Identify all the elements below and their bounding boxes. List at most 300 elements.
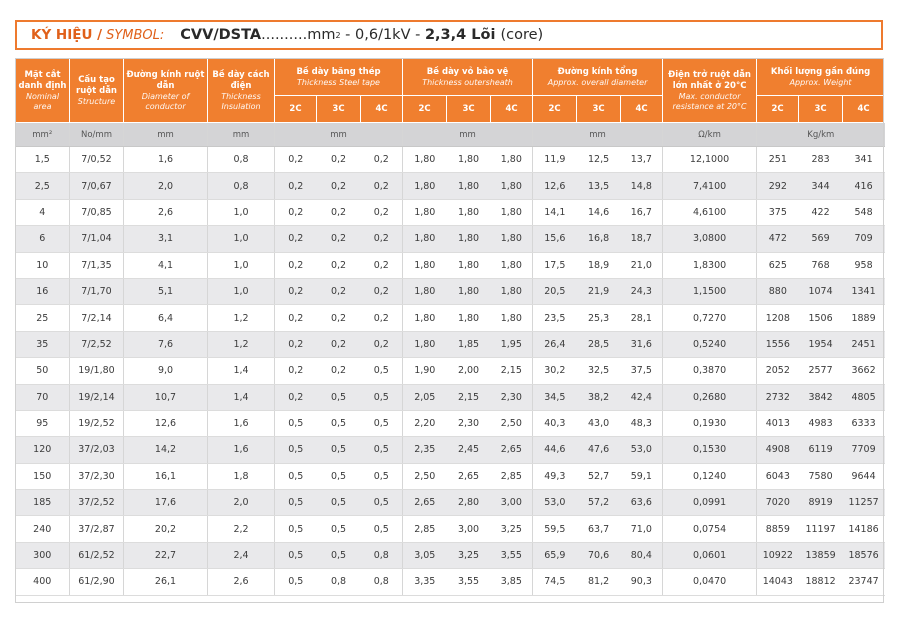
table-cell: 0,2 (317, 278, 361, 304)
table-row (16, 410, 885, 436)
table-cell: 0,0991 (663, 490, 757, 516)
header-resistance-vi: Điện trở ruột dẫn lớn nhất ở 20°C (668, 69, 751, 91)
header-structure-en: Structure (77, 96, 116, 106)
table-cell: 44,6 (533, 437, 577, 463)
table-cell: 2,0 (208, 490, 275, 516)
title-voltage: - 0,6/1kV - (340, 27, 425, 43)
table-cell: 19/2,14 (70, 384, 124, 410)
unit-weight: Kg/km (757, 123, 885, 147)
table-cell: 1,1500 (663, 278, 757, 304)
sub-steel-2c: 2C (275, 96, 317, 123)
table-cell: 1,80 (403, 199, 447, 225)
table-cell: 0,5 (275, 569, 317, 595)
table-cell: 6333 (843, 410, 885, 436)
table-cell: 21,9 (577, 278, 621, 304)
title-unit: mm (307, 27, 336, 43)
table-cell: 958 (843, 252, 885, 278)
table-cell: 13,5 (577, 173, 621, 199)
table-cell: 4805 (843, 384, 885, 410)
unit-structure: No/mm (70, 123, 124, 147)
table-cell: 53,0 (621, 437, 663, 463)
table-cell: 15,6 (533, 226, 577, 252)
table-cell: 95 (16, 410, 70, 436)
table-cell: 12,5 (577, 147, 621, 173)
header-overall-vi: Đường kính tổng (557, 66, 638, 77)
table-cell: 1,80 (447, 226, 491, 252)
table-cell: 1889 (843, 305, 885, 331)
table-cell: 63,7 (577, 516, 621, 542)
table-cell: 16 (16, 278, 70, 304)
table-cell: 0,2 (275, 173, 317, 199)
table-cell: 2,2 (208, 516, 275, 542)
table-cell: 7,6 (124, 331, 208, 357)
table-cell: 341 (843, 147, 885, 173)
table-cell: 0,2 (361, 226, 403, 252)
sub-sheath-4c: 4C (491, 96, 533, 123)
table-cell: 2,6 (208, 569, 275, 595)
table-cell: 40,3 (533, 410, 577, 436)
table-row (16, 305, 885, 331)
table-row (16, 463, 885, 489)
table-cell: 2,0 (124, 173, 208, 199)
table-cell: 0,7270 (663, 305, 757, 331)
table-cell: 71,0 (621, 516, 663, 542)
table-cell: 0,2 (275, 358, 317, 384)
table-cell: 2451 (843, 331, 885, 357)
header-weight (757, 59, 885, 96)
table-cell: 3,0800 (663, 226, 757, 252)
table-cell: 0,5 (361, 410, 403, 436)
table-cell: 709 (843, 226, 885, 252)
table-cell: 625 (757, 252, 799, 278)
table-cell: 1,90 (403, 358, 447, 384)
table-cell: 1,80 (403, 226, 447, 252)
table-row (16, 226, 885, 252)
table-cell: 416 (843, 173, 885, 199)
table-row (16, 278, 885, 304)
table-cell: 0,2 (361, 173, 403, 199)
title-cores: 2,3,4 Lõi (424, 27, 496, 43)
table-cell: 18,7 (621, 226, 663, 252)
header-sheath (403, 59, 533, 96)
header-steel-vi: Bề dày băng thép (296, 66, 381, 77)
header-sheath-vi: Bề dày vỏ bảo vệ (426, 66, 509, 77)
table-cell: 0,5240 (663, 331, 757, 357)
table-cell: 0,2 (317, 199, 361, 225)
table-cell: 70,6 (577, 542, 621, 568)
unit-resistance: Ω/km (663, 123, 757, 147)
table-row (16, 252, 885, 278)
table-cell: 1,80 (403, 278, 447, 304)
unit-area: mm² (16, 123, 70, 147)
table-cell: 42,4 (621, 384, 663, 410)
table-cell: 240 (16, 516, 70, 542)
table-cell: 7/1,70 (70, 278, 124, 304)
table-cell: 283 (799, 147, 843, 173)
table-cell: 0,1240 (663, 463, 757, 489)
table-cell: 22,7 (124, 542, 208, 568)
table-cell: 4 (16, 199, 70, 225)
sub-overall-4c: 4C (621, 96, 663, 123)
table-cell: 2052 (757, 358, 799, 384)
table-cell: 2732 (757, 384, 799, 410)
table-cell: 2,00 (447, 358, 491, 384)
sub-steel-3c: 3C (317, 96, 361, 123)
table-cell: 0,2 (361, 147, 403, 173)
table-cell: 48,3 (621, 410, 663, 436)
table-cell: 59,5 (533, 516, 577, 542)
table-cell: 2,80 (447, 490, 491, 516)
table-cell: 1,0 (208, 226, 275, 252)
table-cell: 1556 (757, 331, 799, 357)
table-cell: 400 (16, 569, 70, 595)
table-cell: 1,80 (447, 305, 491, 331)
table-row (16, 542, 885, 568)
table-cell: 26,1 (124, 569, 208, 595)
table-cell: 90,3 (621, 569, 663, 595)
table-cell: 14043 (757, 569, 799, 595)
table-cell: 24,3 (621, 278, 663, 304)
table-cell: 3,1 (124, 226, 208, 252)
spec-table (15, 58, 885, 596)
table-cell: 26,4 (533, 331, 577, 357)
table-cell: 0,5 (275, 463, 317, 489)
table-cell: 21,0 (621, 252, 663, 278)
table-cell: 1,6 (208, 437, 275, 463)
table-cell: 43,0 (577, 410, 621, 436)
table-cell: 0,5 (361, 358, 403, 384)
table-cell: 0,2 (275, 226, 317, 252)
header-structure-vi: Cấu tạo ruột dẫn (76, 74, 117, 96)
table-cell: 25 (16, 305, 70, 331)
table-cell: 65,9 (533, 542, 577, 568)
table-cell: 0,2 (317, 147, 361, 173)
table-cell: 4,6100 (663, 199, 757, 225)
table-cell: 12,6 (124, 410, 208, 436)
table-cell: 0,3870 (663, 358, 757, 384)
table-cell: 1074 (799, 278, 843, 304)
table-cell: 0,5 (317, 490, 361, 516)
table-cell: 2,4 (208, 542, 275, 568)
table-cell: 0,5 (275, 410, 317, 436)
table-cell: 16,7 (621, 199, 663, 225)
table-cell: 422 (799, 199, 843, 225)
table-cell: 63,6 (621, 490, 663, 516)
table-cell: 1,80 (491, 199, 533, 225)
table-cell: 0,5 (361, 516, 403, 542)
table-cell: 0,5 (361, 437, 403, 463)
header-insulation-en: Thickness Insulation (221, 91, 261, 111)
table-cell: 1,8 (208, 463, 275, 489)
table-cell: 0,2 (275, 147, 317, 173)
table-cell: 23,5 (533, 305, 577, 331)
table-cell: 2,65 (491, 437, 533, 463)
table-cell: 0,2 (317, 252, 361, 278)
table-cell: 7/0,67 (70, 173, 124, 199)
table-cell: 0,2 (361, 331, 403, 357)
table-cell: 20,2 (124, 516, 208, 542)
table-cell: 37/2,52 (70, 490, 124, 516)
table-cell: 0,2 (361, 278, 403, 304)
header-weight-vi: Khối lượng gần đúng (770, 66, 871, 77)
table-cell: 768 (799, 252, 843, 278)
table-cell: 1,0 (208, 199, 275, 225)
table-cell: 37/2,87 (70, 516, 124, 542)
table-cell: 81,2 (577, 569, 621, 595)
table-cell: 1,80 (491, 147, 533, 173)
table-cell: 49,3 (533, 463, 577, 489)
table-cell: 0,2 (275, 331, 317, 357)
table-cell: 4013 (757, 410, 799, 436)
table-cell: 19/1,80 (70, 358, 124, 384)
table-cell: 0,5 (317, 542, 361, 568)
unit-insulation: mm (208, 123, 275, 147)
header-resistance-en: Max. conductor resistance at 20°C (672, 91, 747, 111)
table-cell: 10,7 (124, 384, 208, 410)
table-cell: 17,6 (124, 490, 208, 516)
table-cell: 14,2 (124, 437, 208, 463)
table-cell: 1,6 (124, 147, 208, 173)
table-cell: 6119 (799, 437, 843, 463)
table-cell: 2,85 (403, 516, 447, 542)
table-cell: 0,5 (275, 490, 317, 516)
table-cell: 1,8300 (663, 252, 757, 278)
table-cell: 2,45 (447, 437, 491, 463)
table-cell: 7/0,85 (70, 199, 124, 225)
table-cell: 1,4 (208, 384, 275, 410)
table-cell: 1,4 (208, 358, 275, 384)
table-cell: 5,1 (124, 278, 208, 304)
table-cell: 2,35 (403, 437, 447, 463)
table-cell: 7/1,04 (70, 226, 124, 252)
header-insulation (208, 59, 275, 123)
table-cell: 0,5 (317, 437, 361, 463)
title-dots: .......... (261, 27, 308, 43)
header-diameter-vi: Đường kính ruột dẫn (126, 69, 205, 91)
table-cell: 0,2 (317, 331, 361, 357)
table-cell: 3842 (799, 384, 843, 410)
table-cell: 251 (757, 147, 799, 173)
header-diameter (124, 59, 208, 123)
table-cell: 0,0754 (663, 516, 757, 542)
table-cell: 14,1 (533, 199, 577, 225)
table-cell: 2,6 (124, 199, 208, 225)
table-cell: 1,2 (208, 331, 275, 357)
table-cell: 18812 (799, 569, 843, 595)
header-overall (533, 59, 663, 96)
table-cell: 2,05 (403, 384, 447, 410)
table-cell: 0,2 (317, 358, 361, 384)
table-cell: 0,2 (317, 226, 361, 252)
table-cell: 2,65 (403, 490, 447, 516)
table-cell: 1,85 (447, 331, 491, 357)
table-row (16, 516, 885, 542)
table-cell: 17,5 (533, 252, 577, 278)
header-insulation-vi: Bề dày cách điện (212, 69, 270, 91)
table-cell: 2,15 (447, 384, 491, 410)
table-cell: 185 (16, 490, 70, 516)
table-cell: 1,80 (447, 252, 491, 278)
header-weight-en: Approx. Weight (789, 77, 852, 87)
table-cell: 0,5 (361, 384, 403, 410)
table-cell: 0,5 (317, 410, 361, 436)
table-cell: 4,1 (124, 252, 208, 278)
table-cell: 548 (843, 199, 885, 225)
table-cell: 10 (16, 252, 70, 278)
table-cell: 57,2 (577, 490, 621, 516)
table-cell: 3,00 (491, 490, 533, 516)
header-area-en: Nominal area (25, 91, 60, 111)
table-cell: 0,5 (317, 516, 361, 542)
sub-sheath-3c: 3C (447, 96, 491, 123)
table-cell: 0,2 (275, 199, 317, 225)
table-cell: 2,5 (16, 173, 70, 199)
table-cell: 1,80 (491, 173, 533, 199)
table-cell: 7020 (757, 490, 799, 516)
sub-overall-2c: 2C (533, 96, 577, 123)
table-cell: 47,6 (577, 437, 621, 463)
table-cell: 1,80 (447, 173, 491, 199)
table-row (16, 173, 885, 199)
header-overall-en: Approx. overall diameter (547, 77, 648, 87)
table-cell: 1,80 (491, 305, 533, 331)
table-cell: 1,80 (491, 252, 533, 278)
unit-steel: mm (275, 123, 403, 147)
units-row (16, 123, 885, 147)
table-cell: 3,55 (447, 569, 491, 595)
table-cell: 7/2,14 (70, 305, 124, 331)
table-cell: 1,80 (491, 226, 533, 252)
table-cell: 0,5 (317, 384, 361, 410)
table-cell: 0,5 (275, 516, 317, 542)
table-cell: 80,4 (621, 542, 663, 568)
table-cell: 1,80 (491, 278, 533, 304)
table-cell: 13859 (799, 542, 843, 568)
table-cell: 1208 (757, 305, 799, 331)
table-cell: 472 (757, 226, 799, 252)
table-cell: 1,80 (403, 173, 447, 199)
table-cell: 0,5 (317, 463, 361, 489)
table-cell: 28,1 (621, 305, 663, 331)
table-cell: 1,0 (208, 252, 275, 278)
table-cell: 375 (757, 199, 799, 225)
table-cell: 6 (16, 226, 70, 252)
table-cell: 7/2,52 (70, 331, 124, 357)
table-cell: 3,55 (491, 542, 533, 568)
header-steel (275, 59, 403, 96)
table-cell: 0,8 (208, 147, 275, 173)
header-steel-en: Thickness Steel tape (297, 77, 380, 87)
table-cell: 3662 (843, 358, 885, 384)
table-cell: 12,1000 (663, 147, 757, 173)
table-cell: 880 (757, 278, 799, 304)
table-cell: 7/0,52 (70, 147, 124, 173)
table-cell: 2,15 (491, 358, 533, 384)
table-cell: 4983 (799, 410, 843, 436)
sub-weight-4c: 4C (843, 96, 885, 123)
table-cell: 0,2 (317, 305, 361, 331)
table-cell: 1,80 (447, 147, 491, 173)
table-cell: 569 (799, 226, 843, 252)
table-cell: 0,8 (208, 173, 275, 199)
table-cell: 34,5 (533, 384, 577, 410)
table-cell: 37,5 (621, 358, 663, 384)
table-row (16, 358, 885, 384)
table-cell: 6,4 (124, 305, 208, 331)
table-cell: 0,0601 (663, 542, 757, 568)
header-area-vi: Mặt cắt danh định (18, 69, 67, 91)
table-cell: 14186 (843, 516, 885, 542)
table-cell: 18,9 (577, 252, 621, 278)
table-row (16, 569, 885, 595)
table-cell: 7580 (799, 463, 843, 489)
table-cell: 20,5 (533, 278, 577, 304)
table-cell: 1506 (799, 305, 843, 331)
table-cell: 0,8 (361, 542, 403, 568)
table-cell: 31,6 (621, 331, 663, 357)
table-row (16, 147, 885, 173)
table-cell: 61/2,90 (70, 569, 124, 595)
table-cell: 70 (16, 384, 70, 410)
table-cell: 8859 (757, 516, 799, 542)
header-resistance (663, 59, 757, 123)
table-cell: 1,2 (208, 305, 275, 331)
table-cell: 1954 (799, 331, 843, 357)
table-cell: 0,1530 (663, 437, 757, 463)
table-cell: 11257 (843, 490, 885, 516)
table-cell: 2,65 (447, 463, 491, 489)
table-cell: 3,00 (447, 516, 491, 542)
header-sheath-en: Thickness outersheath (422, 77, 513, 87)
table-cell: 2,85 (491, 463, 533, 489)
sub-weight-2c: 2C (757, 96, 799, 123)
table-cell: 0,1930 (663, 410, 757, 436)
table-cell: 9644 (843, 463, 885, 489)
table-cell: 0,2 (275, 252, 317, 278)
table-cell: 10922 (757, 542, 799, 568)
table-cell: 0,5 (361, 463, 403, 489)
table-cell: 52,7 (577, 463, 621, 489)
table-cell: 28,5 (577, 331, 621, 357)
table-cell: 3,05 (403, 542, 447, 568)
table-cell: 0,2 (361, 305, 403, 331)
title-label: KÝ HIỆU / (31, 27, 103, 43)
table-cell: 23747 (843, 569, 885, 595)
table-cell: 16,1 (124, 463, 208, 489)
table-cell: 1,5 (16, 147, 70, 173)
table-cell: 11,9 (533, 147, 577, 173)
table-row (16, 490, 885, 516)
table-cell: 61/2,52 (70, 542, 124, 568)
table-cell: 7/1,35 (70, 252, 124, 278)
table-cell: 0,8 (361, 569, 403, 595)
table-cell: 7,4100 (663, 173, 757, 199)
table-cell: 3,35 (403, 569, 447, 595)
table-row (16, 199, 885, 225)
table-cell: 0,2 (361, 252, 403, 278)
unit-overall: mm (533, 123, 663, 147)
table-cell: 38,2 (577, 384, 621, 410)
table-cell: 35 (16, 331, 70, 357)
table-cell: 344 (799, 173, 843, 199)
table-cell: 32,5 (577, 358, 621, 384)
table-cell: 1,95 (491, 331, 533, 357)
table-cell: 0,2 (275, 305, 317, 331)
unit-diameter: mm (124, 123, 208, 147)
table-cell: 6043 (757, 463, 799, 489)
table-cell: 25,3 (577, 305, 621, 331)
table-cell: 1,80 (403, 331, 447, 357)
